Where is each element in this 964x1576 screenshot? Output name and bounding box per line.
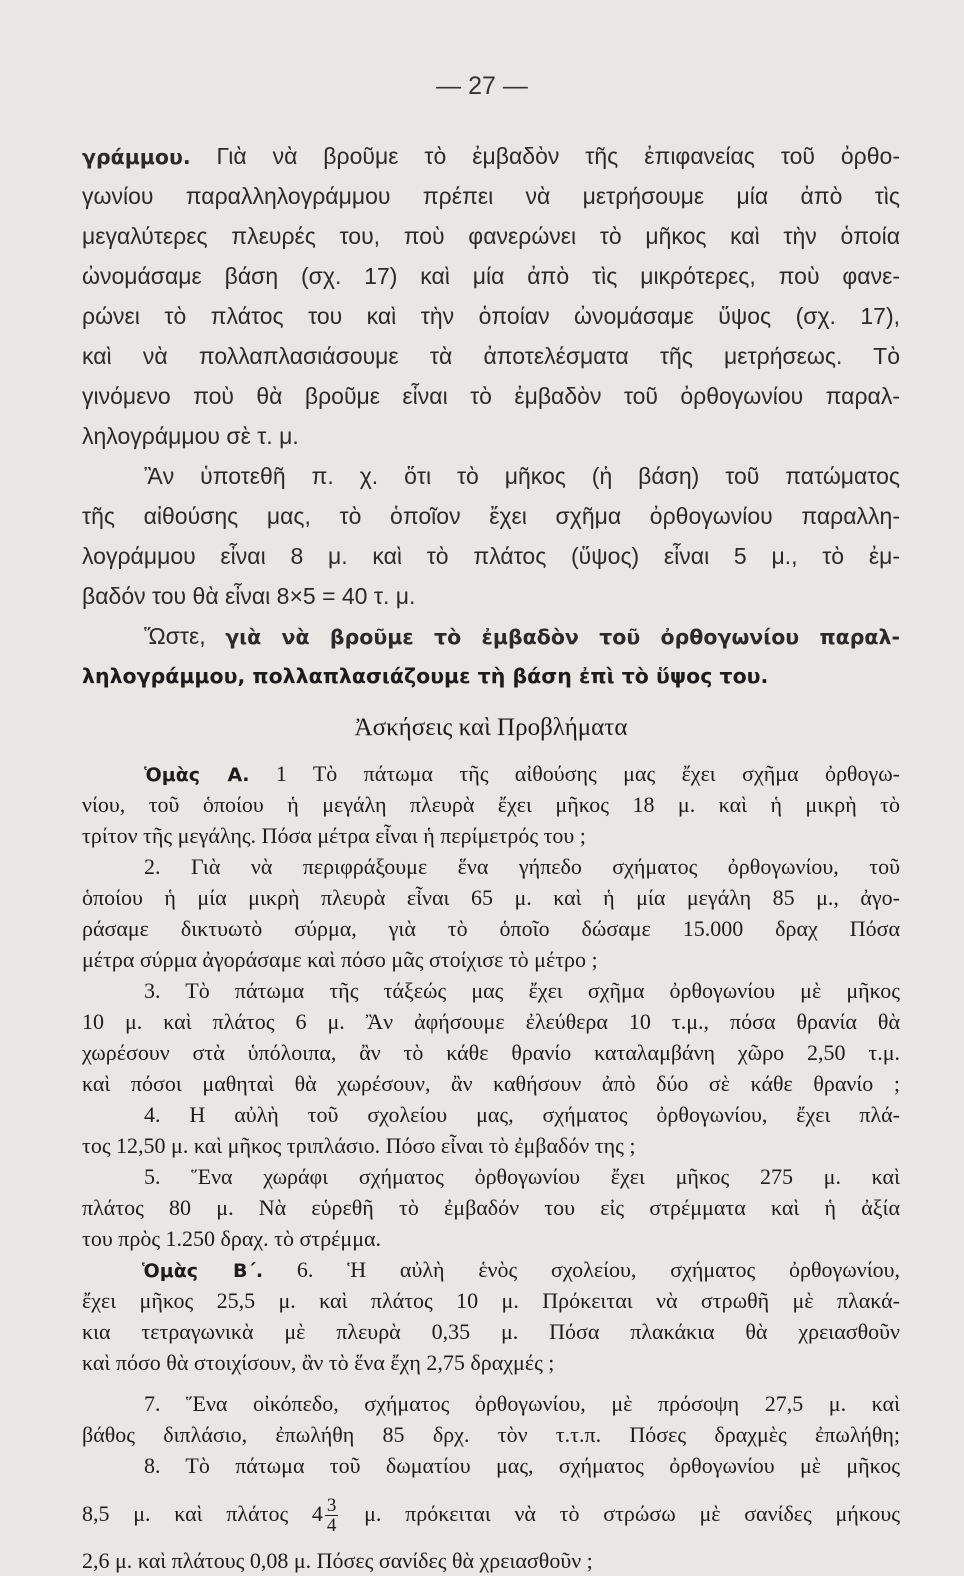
exercises-heading: Ἀσκήσεις καὶ Προβλήματα xyxy=(354,714,628,741)
intro-line: ρώνει τὸ πλάτος του καὶ τὴν ὁποίαν ὠνομάσαμε ὕψος (σχ. 17), xyxy=(82,303,900,329)
intro-line: καὶ νὰ πολλαπλασιάσουμε τὰ ἀποτελέσματα τῆς μετρήσεως. Τὸ xyxy=(82,343,900,369)
exercise-line: 2. Γιὰ νὰ περιφράξουμε ἕνα γήπεδο σχήματος ὀρθογωνίου, τοῦ xyxy=(144,854,900,879)
exercise-line: ἔχει μῆκος 25,5 μ. καὶ πλάτος 10 μ. Πρόκειται νὰ στρωθῆ μὲ πλακά- xyxy=(82,1288,900,1313)
exercise-line: 2,6 μ. καὶ πλάτους 0,08 μ. Πόσες σανίδες θὰ χρειασθοῦν ; xyxy=(82,1548,593,1573)
exercise-line: ὁποίου ἡ μία μικρὴ πλευρὰ εἶναι 65 μ. καὶ ἡ μία μεγάλη 85 μ., ἀγο- xyxy=(82,885,900,910)
rule-line: ληλογράμμου, πολλαπλασιάζουμε τὴ βάση ἐπὶ τὸ ὕψος του. xyxy=(82,664,769,688)
exercise-line: νίου, τοῦ ὁποίου ἡ μεγάλη πλευρὰ ἔχει μῆκος 18 μ. καὶ ἡ μικρὴ τὸ xyxy=(82,792,900,817)
page-text xyxy=(82,136,900,1576)
rule-line: Ὥστε, γιὰ νὰ βροῦμε τὸ ἐμβαδὸν τοῦ ὀρθογωνίου παραλ- xyxy=(144,623,901,649)
example-line: λογράμμου εἶναι 8 μ. καὶ τὸ πλάτος (ὕψος) εἶναι 5 μ., τὸ ἐμ- xyxy=(82,543,900,569)
intro-bold-word: γράμμου. xyxy=(82,145,191,169)
exercise-line-fraction: 8,5 μ. καὶ πλάτος 4 $\frac{3}{4}$ μ. πρόκειται νὰ τὸ στρώσω μὲ σανίδες μήκους xyxy=(82,1495,900,1537)
exercise-line: 3. Τὸ πάτωμα τῆς τάξεώς μας ἔχει σχῆμα ὀρθογωνίου μὲ μῆκος xyxy=(144,978,900,1003)
exercise-line: 7. Ἕνα οἰκόπεδο, σχήματος ὀρθογωνίου, μὲ πρόσοψη 27,5 μ. καὶ xyxy=(144,1391,900,1416)
exercise-line: κια τετραγωνικὰ μὲ πλευρὰ 0,35 μ. Πόσα πλακάκια θὰ χρειασθοῦν xyxy=(82,1319,900,1344)
exercise-line: ράσαμε δικτυωτὸ σύρμα, γιὰ τὸ ὁποῖο δώσαμε 15.000 δραχ Πόσα xyxy=(82,916,900,941)
exercise-line: 10 μ. καὶ πλάτος 6 μ. Ἂν ἀφήσουμε ἐλεύθερα 10 τ.μ., πόσα θρανία θὰ xyxy=(82,1009,900,1034)
exercise-line: Ὁμὰς Β΄. 6. Ἡ αὐλὴ ἑνὸς σχολείου, σχήματος ὀρθογωνίου, xyxy=(142,1257,901,1282)
exercise-line: 5. Ἕνα χωράφι σχήματος ὀρθογωνίου ἔχει μῆκος 275 μ. καὶ xyxy=(144,1164,900,1189)
group-b-label: Ὁμὰς Β΄. xyxy=(142,1260,264,1282)
intro-line: γωνίου παραλληλογράμμου πρέπει νὰ μετρήσουμε μία ἀπὸ τὶς xyxy=(82,183,900,209)
example-line: τῆς αἰθούσης μας, τὸ ὁποῖον ἔχει σχῆμα ὀρθογωνίου παραλλη- xyxy=(82,503,900,529)
fraction-three-quarters: $\frac{3}{4}$ xyxy=(326,1495,337,1537)
exercise-line: Ὁμὰς Α. 1 Τὸ πάτωμα τῆς αἰθούσης μας ἔχει σχῆμα ὀρθογω- xyxy=(144,761,900,786)
exercise-line: χωρέσουν στὰ ὑπόλοιπα, ἂν τὸ κάθε θρανίο καταλαμβάνη χῶρο 2,50 τ.μ. xyxy=(82,1040,900,1065)
intro-line: γινόμενο ποὺ θὰ βροῦμε εἶναι τὸ ἐμβαδὸν τοῦ ὀρθογωνίου παραλ- xyxy=(82,383,900,409)
intro-line: ληλογράμμου σὲ τ. μ. xyxy=(82,423,299,449)
exercise-line: τρίτον τῆς μεγάλης. Πόσα μέτρα εἶναι ἡ περίμετρός του ; xyxy=(82,823,586,848)
exercise-line: καὶ πόσοι μαθηταὶ θὰ χωρέσουν, ἂν καθήσουν ἀπὸ δύο σὲ κάθε θρανίο ; xyxy=(82,1071,900,1096)
exercise-line: καὶ πόσο θὰ στοιχίσουν, ἂν τὸ ἕνα ἔχη 2,75 δραχμές ; xyxy=(82,1350,555,1375)
exercise-line: πλάτος 80 μ. Νὰ εὑρεθῆ τὸ ἐμβαδόν του εἰς στρέμματα καὶ ἡ ἀξία xyxy=(82,1195,900,1220)
page-number: — 27 — xyxy=(436,72,528,100)
example-line: βαδόν του θὰ εἶναι 8×5 = 40 τ. μ. xyxy=(82,583,416,609)
exercise-line: βάθος διπλάσιο, ἐπωλήθη 85 δρχ. τὸν τ.τ.π. Πόσες δραχμὲς ἐπωλήθη; xyxy=(82,1422,900,1447)
exercise-line: μέτρα σύρμα ἀγοράσαμε καὶ πόσο μᾶς στοίχισε τὸ μέτρο ; xyxy=(82,947,598,972)
exercise-line: 8. Τὸ πάτωμα τοῦ δωματίου μας, σχήματος ὀρθογωνίου μὲ μῆκος xyxy=(144,1453,900,1478)
exercise-line: 4. Η αὐλὴ τοῦ σχολείου μας, σχήματος ὀρθογωνίου, ἔχει πλά- xyxy=(144,1102,900,1127)
exercise-line: τος 12,50 μ. καὶ μῆκος τριπλάσιο. Πόσο εἶναι τὸ ἐμβαδόν της ; xyxy=(82,1133,636,1158)
exercise-line: του πρὸς 1.250 δραχ. τὸ στρέμμα. xyxy=(82,1226,382,1251)
group-a-label: Ὁμὰς Α. xyxy=(144,764,250,786)
intro-line: ὠνομάσαμε βάση (σχ. 17) καὶ μία ἀπὸ τὶς μικρότερες, ποὺ φανε- xyxy=(82,263,900,289)
intro-line: γράμμου. Γιὰ νὰ βροῦμε τὸ ἐμβαδὸν τῆς ἐπιφανείας τοῦ ὀρθο- xyxy=(82,143,900,169)
intro-line: μεγαλύτερες πλευρές του, ποὺ φανερώνει τὸ μῆκος καὶ τὴν ὁποία xyxy=(82,223,900,249)
example-line: Ἂν ὑποτεθῆ π. χ. ὅτι τὸ μῆκος (ἡ βάση) τοῦ πατώματος xyxy=(144,463,900,489)
